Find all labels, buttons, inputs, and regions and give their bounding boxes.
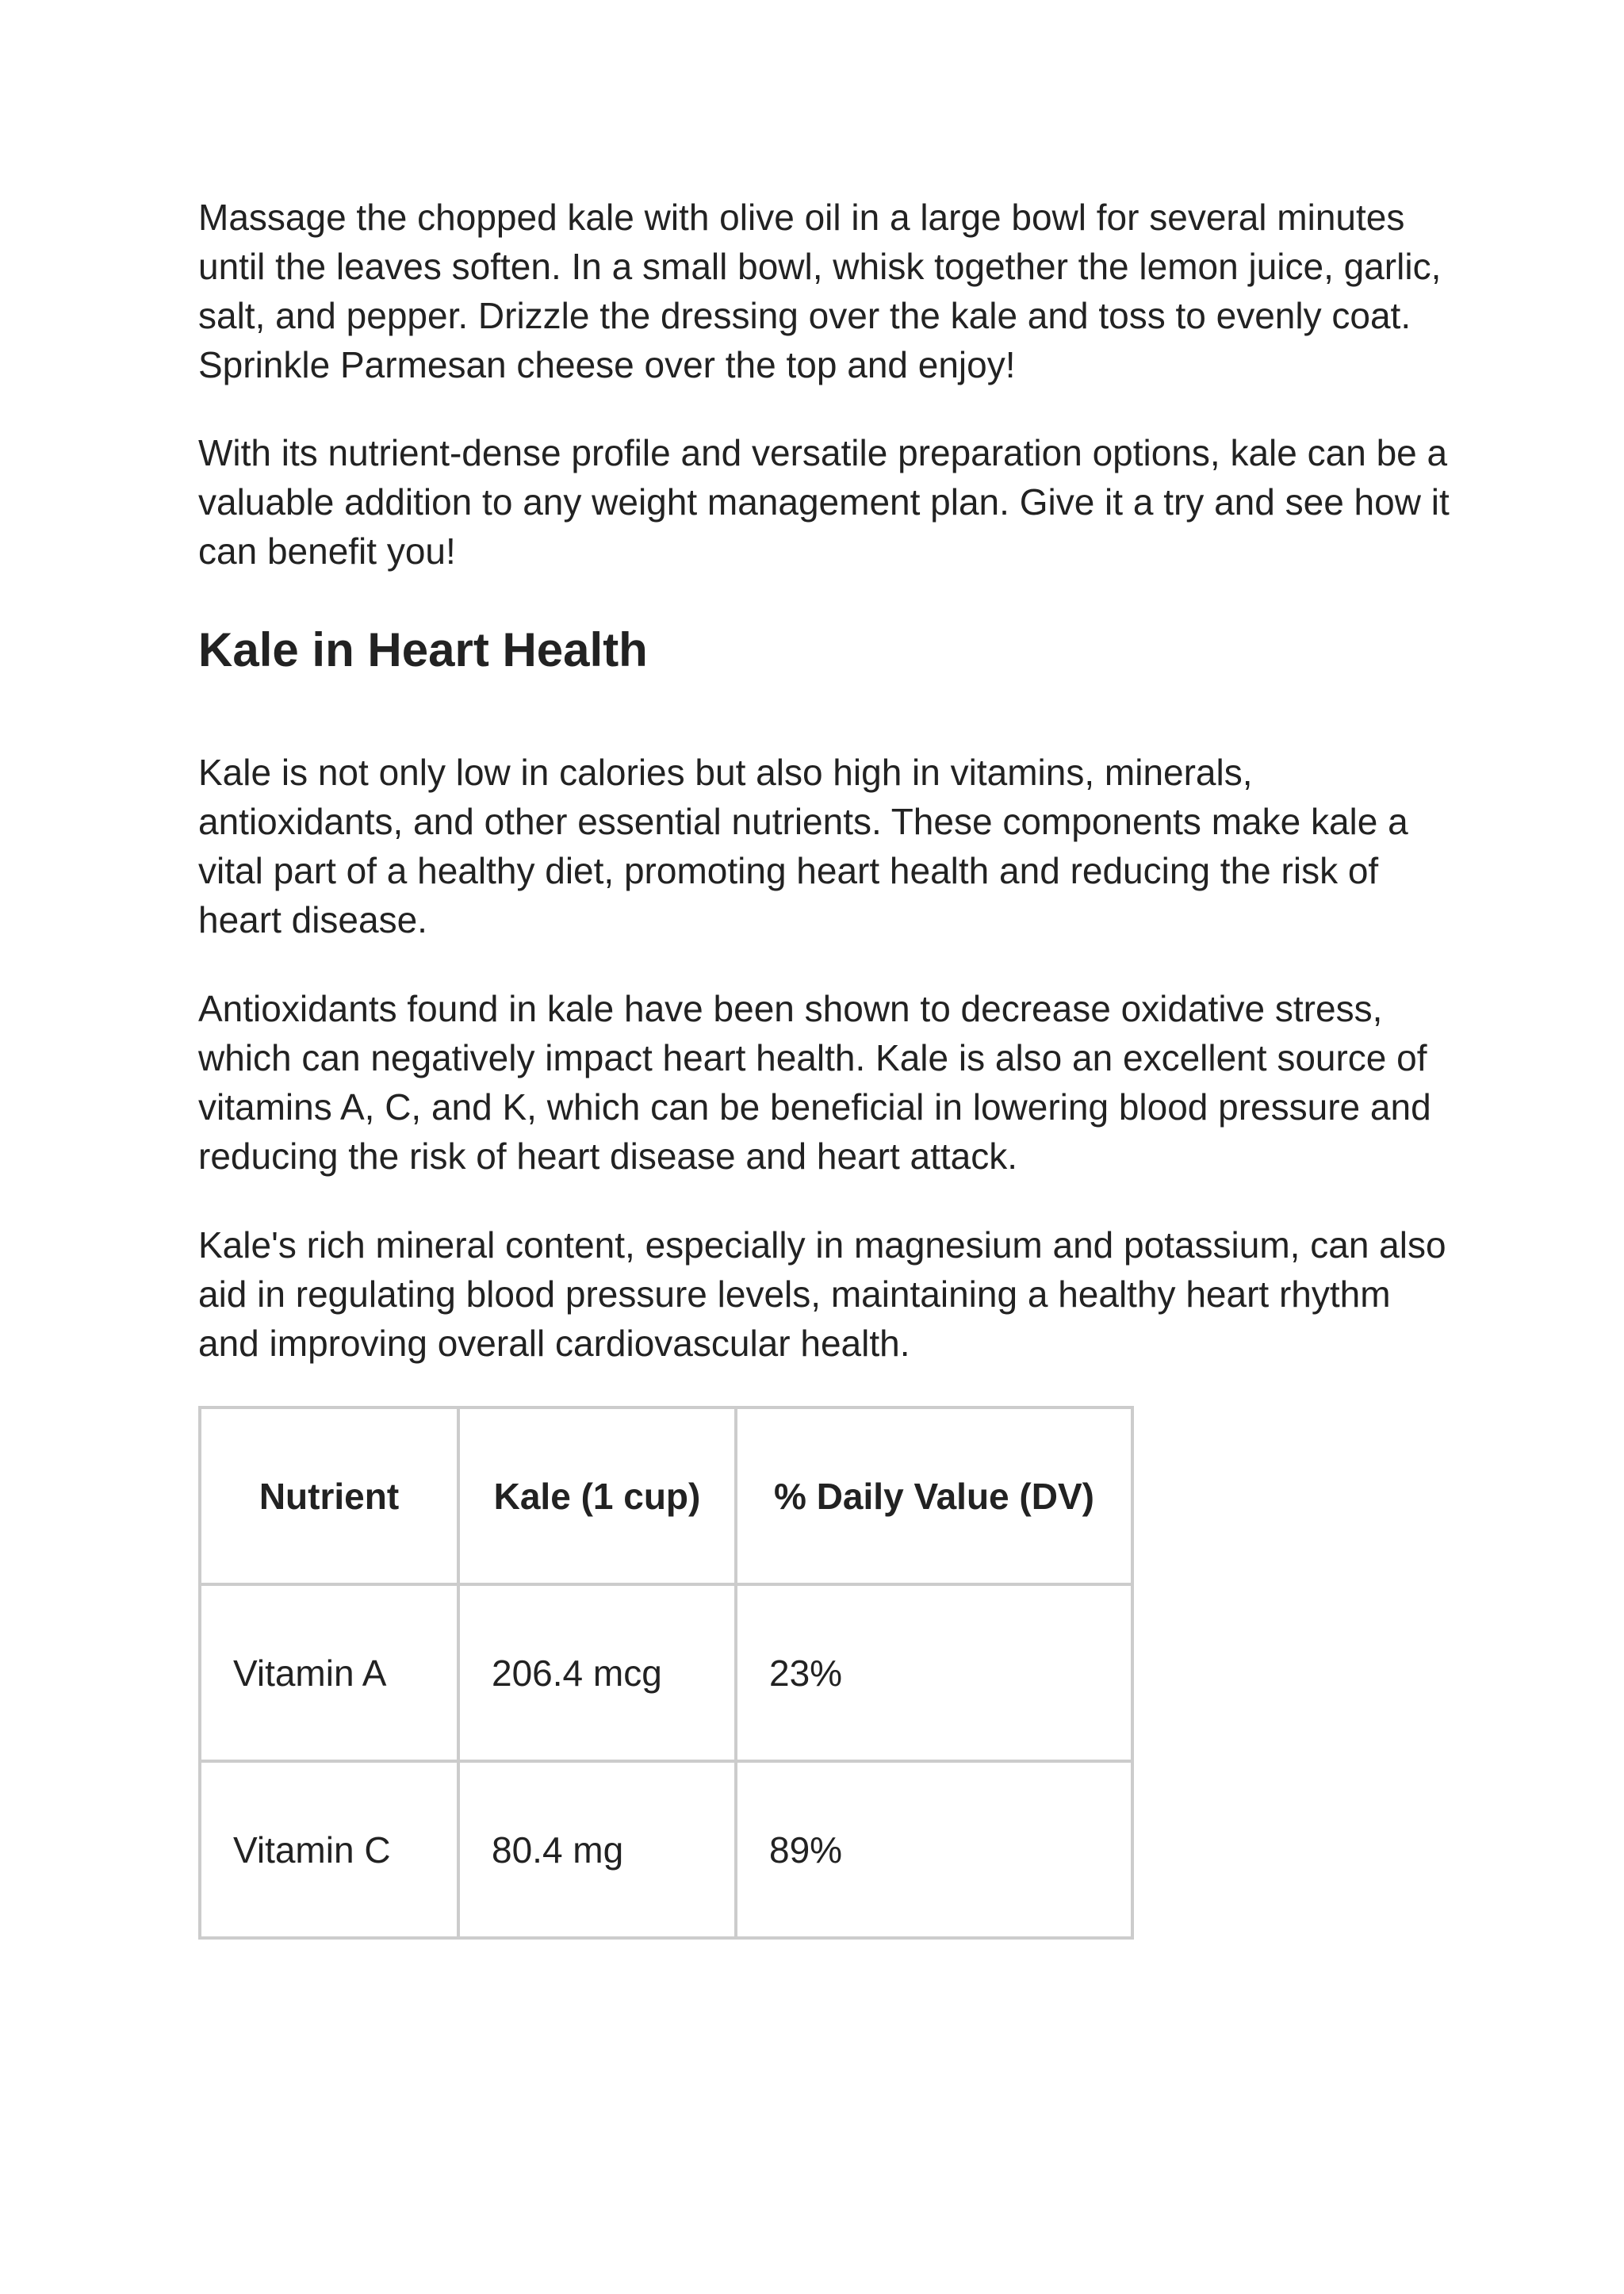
section-heading: Kale in Heart Health <box>198 623 648 676</box>
paragraph-kale-salad-instructions: Massage the chopped kale with olive oil in a large bowl for several minutes until the leaves soften. In a small bowl, whisk together the lemon juice, garlic, salt, and pepper. Drizzle the dressing over the kale and toss to evenly coat. Sprinkle Parmesan cheese over the top and enjoy! <box>198 197 1442 385</box>
table-row <box>200 1584 1132 1761</box>
table-cell-daily-value: 89% <box>736 1761 1132 1938</box>
column-header-nutrient: Nutrient <box>200 1407 458 1584</box>
table-cell-daily-value: 23% <box>736 1584 1132 1761</box>
table-cell-amount: 206.4 mcg <box>458 1584 736 1761</box>
table-header-row <box>200 1407 1132 1584</box>
table-row <box>200 1761 1132 1938</box>
table-cell-amount: 80.4 mg <box>458 1761 736 1938</box>
nutrient-table <box>198 1406 1134 1940</box>
paragraph-nutrients: Kale is not only low in calories but also high in vitamins, minerals, antioxidants, and other essential nutrients. These components make kale a vital part of a healthy diet, promoting heart health and reducing the risk of heart disease. <box>198 752 1408 940</box>
paragraph-weight-management: With its nutrient-dense profile and versatile preparation options, kale can be a valuable addition to any weight management plan. Give it a try and see how it can benefit you! <box>198 432 1450 572</box>
column-header-daily-value: % Daily Value (DV) <box>736 1407 1132 1584</box>
paragraph-minerals: Kale's rich mineral content, especially in magnesium and potassium, can also aid in regulating blood pressure levels, maintaining a healthy heart rhythm and improving overall cardiovascular health. <box>198 1224 1446 1364</box>
column-header-kale-amount: Kale (1 cup) <box>458 1407 736 1584</box>
table-cell-nutrient: Vitamin A <box>200 1584 458 1761</box>
paragraph-antioxidants: Antioxidants found in kale have been shown to decrease oxidative stress, which can negatively impact heart health. Kale is also an excellent source of vitamins A, C, and K, which can be beneficial in lowering blood pressure and reducing the risk of heart disease and heart attack. <box>198 988 1431 1177</box>
table-cell-nutrient: Vitamin C <box>200 1761 458 1938</box>
